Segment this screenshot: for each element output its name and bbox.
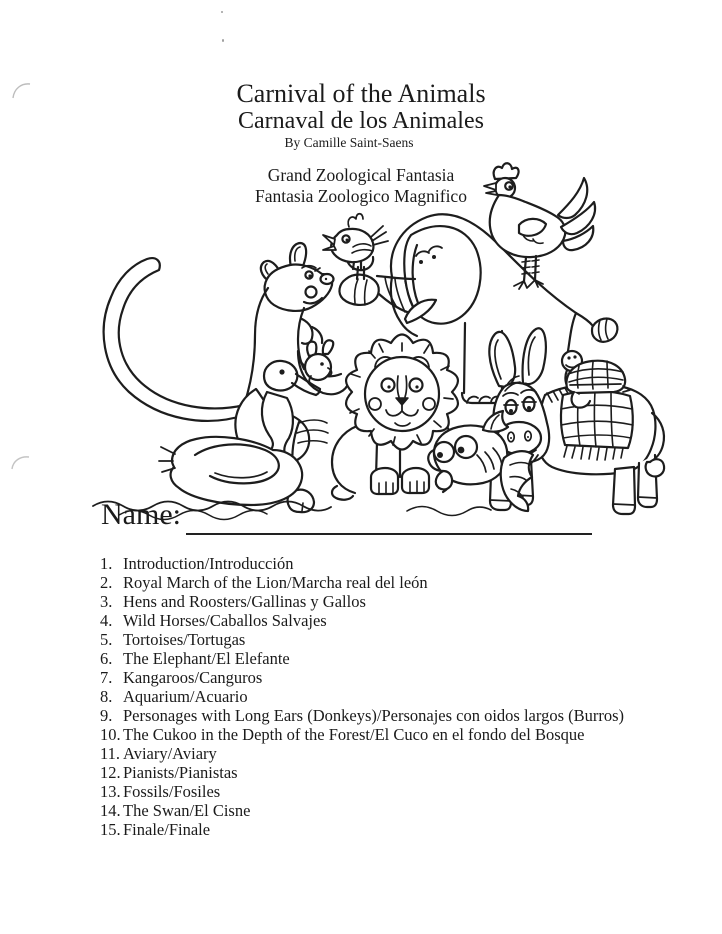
scan-speck: [221, 11, 223, 13]
title-spanish: Carnaval de los Animales: [238, 108, 484, 134]
movement-title: Personages with Long Ears (Donkeys)/Personajes con oidos largos (Burros): [123, 706, 625, 725]
scan-artifact: [10, 80, 36, 102]
movement-title: Introduction/Introducción: [123, 554, 294, 573]
movement-row: [100, 554, 624, 573]
movement-row: [100, 573, 624, 592]
movement-number: 9.: [100, 706, 113, 725]
movement-number: 13.: [100, 782, 121, 801]
movement-row: [100, 706, 624, 725]
movement-number: 8.: [100, 687, 113, 706]
movement-row: [100, 687, 624, 706]
movement-title: Hens and Roosters/Gallinas y Gallos: [123, 592, 366, 611]
movement-title: The Cukoo in the Depth of the Forest/El Cuco en el fondo del Bosque: [123, 725, 585, 744]
movement-number: 5.: [100, 630, 113, 649]
scan-artifact: [8, 452, 34, 474]
subtitle-spanish: Fantasia Zoologico Magnifico: [255, 186, 467, 206]
movement-number: 11.: [100, 744, 121, 763]
movement-title: Aquarium/Acuario: [123, 687, 248, 706]
movement-title: Finale/Finale: [123, 820, 211, 839]
movement-title: Pianists/Pianistas: [123, 763, 238, 782]
movement-row: [100, 630, 624, 649]
movement-row: [100, 763, 624, 782]
movement-row: [100, 611, 624, 630]
movement-row: [100, 801, 624, 820]
animal-illustration: [55, 155, 670, 525]
perched-bird-drawing: [323, 214, 388, 305]
movement-row: [100, 744, 624, 763]
movement-number: 6.: [100, 649, 113, 668]
byline: By Camille Saint-Saens: [284, 135, 414, 150]
movement-title: The Elephant/El Elefante: [123, 649, 290, 668]
movement-number: 3.: [100, 592, 113, 611]
movement-row: [100, 782, 624, 801]
movement-title: Aviary/Aviary: [123, 744, 217, 763]
subtitle-english: Grand Zoological Fantasia: [267, 165, 455, 185]
movement-number: 2.: [100, 573, 113, 592]
movement-title: Fossils/Fosiles: [123, 782, 221, 801]
movement-title: Wild Horses/Caballos Salvajes: [123, 611, 327, 630]
movement-number: 1.: [100, 554, 113, 573]
name-label: Name:: [101, 498, 181, 531]
movement-title: Royal March of the Lion/Marcha real del león: [123, 573, 428, 592]
movement-title: Tortoises/Tortugas: [123, 630, 246, 649]
rooster-drawing: [484, 163, 595, 289]
scan-speck: [222, 39, 224, 42]
movement-row: [100, 649, 624, 668]
movement-title: The Swan/El Cisne: [123, 801, 251, 820]
movement-row: [100, 820, 624, 839]
movement-number: 12.: [100, 763, 121, 782]
movement-row: [100, 725, 624, 744]
movement-number: 4.: [100, 611, 113, 630]
movement-number: 7.: [100, 668, 113, 687]
movement-row: [100, 592, 624, 611]
movement-number: 14.: [100, 801, 121, 820]
title-english: Carnival of the Animals: [236, 79, 486, 108]
movements-list: [100, 554, 624, 839]
movement-number: 15.: [100, 820, 121, 839]
movement-row: [100, 668, 624, 687]
movement-number: 10.: [100, 725, 121, 744]
movement-title: Kangaroos/Canguros: [123, 668, 263, 687]
name-blank-line: [186, 533, 592, 535]
